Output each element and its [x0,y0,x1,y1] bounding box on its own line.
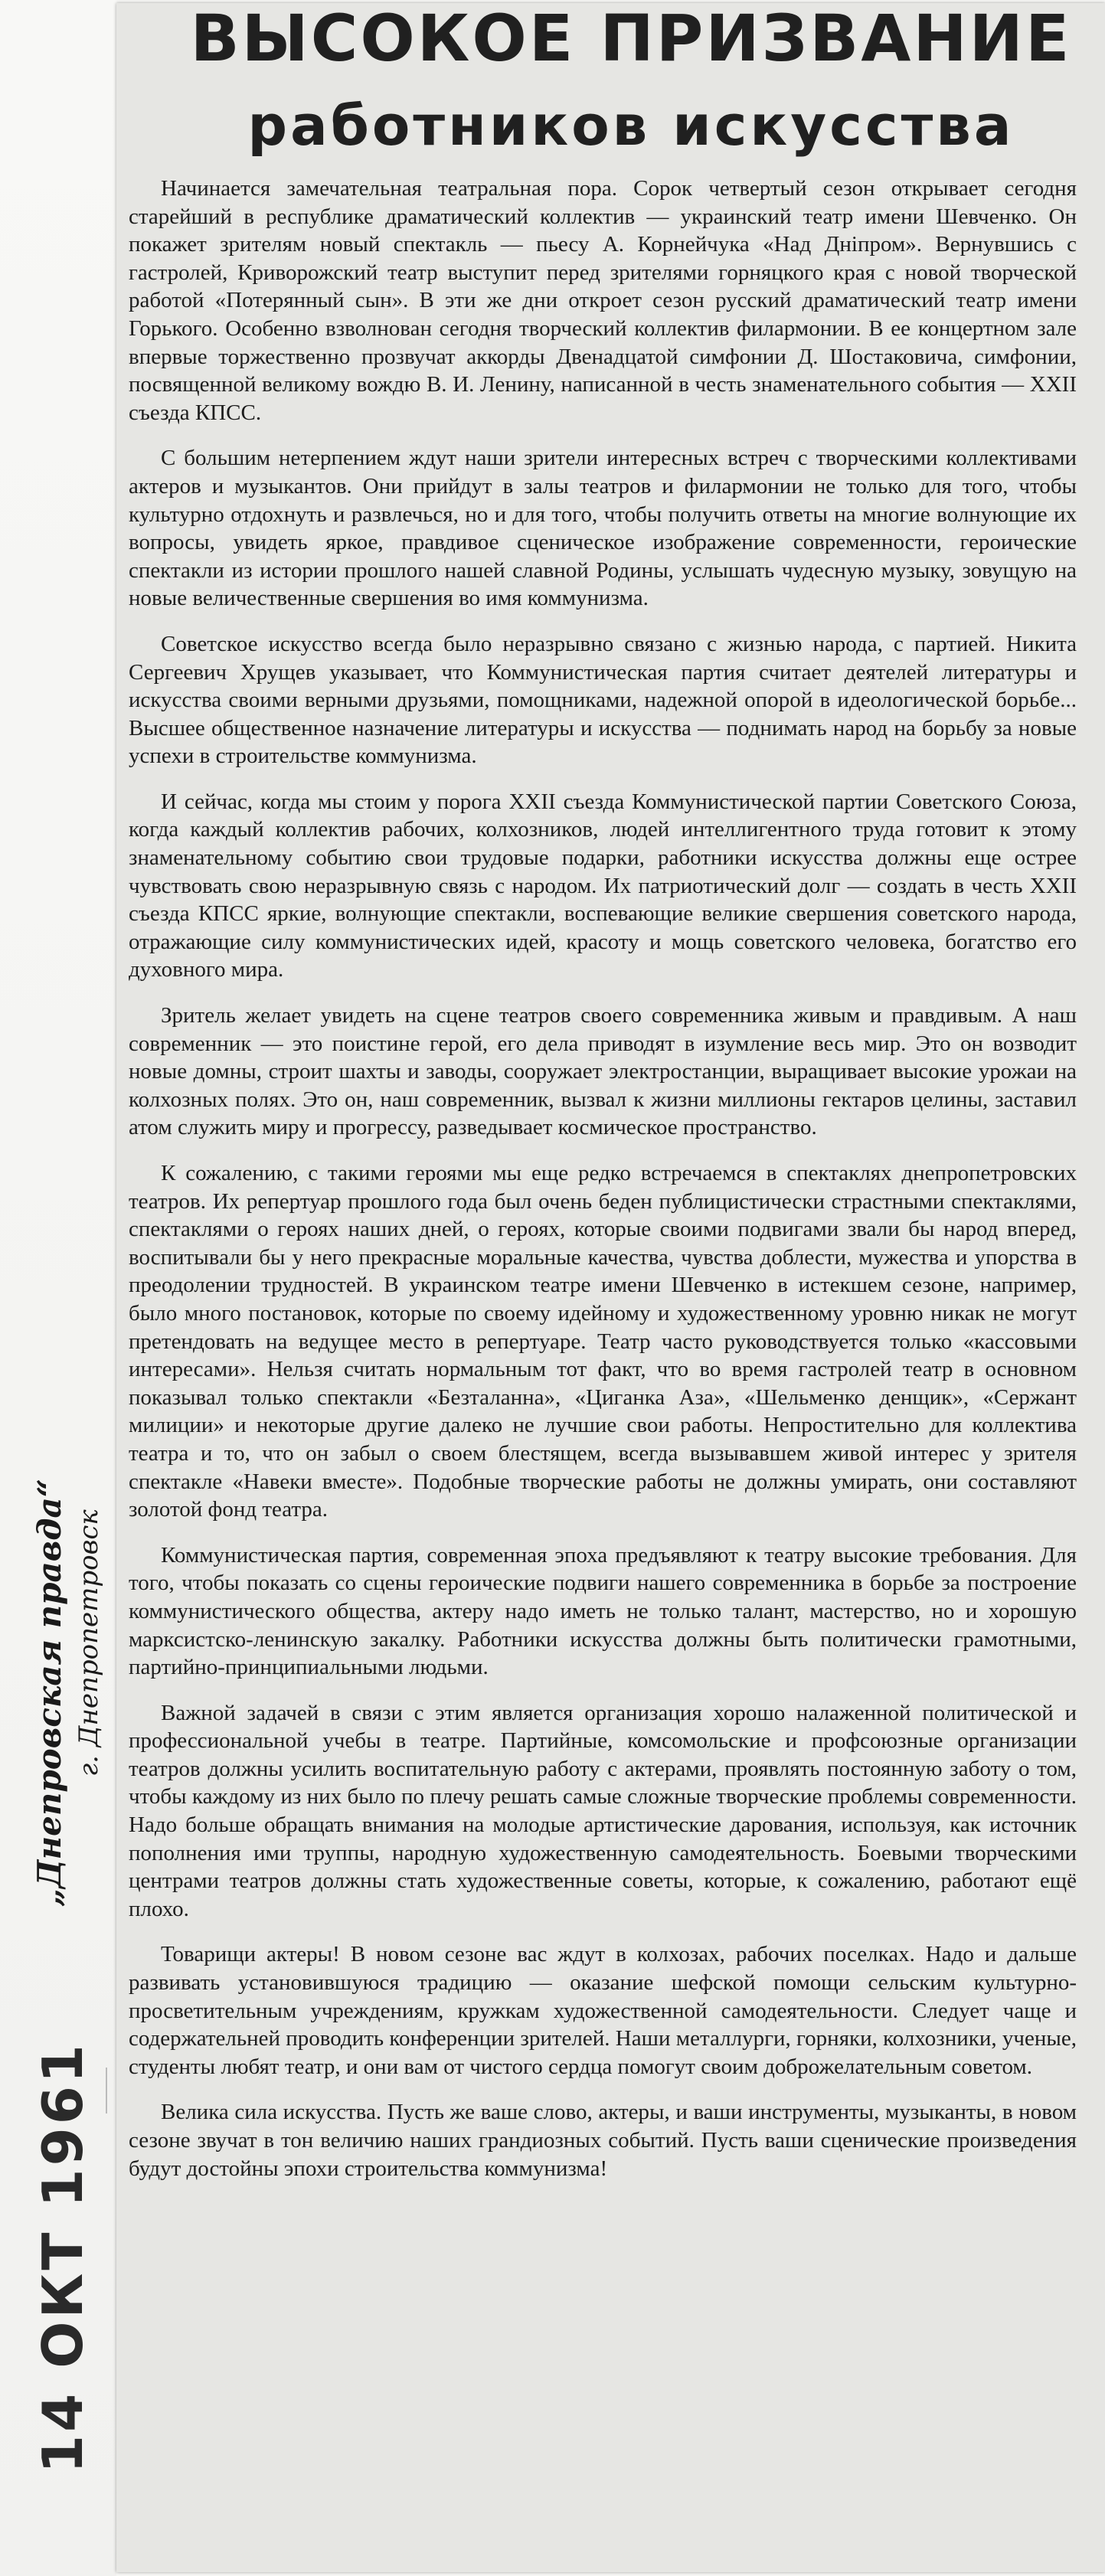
article-title: ВЫСОКОЕ ПРИЗВАНИЕ [190,3,1072,76]
article-paragraph: Важной задачей в связи с этим является организация хорошо налаженной политической и профессиональной учебы в театре. Партийные, комсомольские и профсоюзные организации театров должны усилить воспитательную работу с актерами, проявлять постоянную заботу о том, чтобы каждому из них было по плечу решать самые сложные творческие проблемы современности. Надо больше обращать внимания на молодые артистические дарования, используя, как источник пополнения ими труппы, народную художественную самодеятельность. Боевыми творческими центрами театров должны стать художественные советы, которые, к сожалению, работают ещё плохо. [129,1700,1077,1921]
article-paragraph: И сейчас, когда мы стоим у порога XXII съезда Коммунистической партии Советского Союза, когда каждый коллектив рабочих, колхозников, людей интеллигентного труда готовит к этому знаменательному событию свои трудовые подарки, работники искусства должны еще острее чувствовать свою неразрывную связь с народом. Их патриотический долг — создать в честь XXII съезда КПСС яркие, волнующие спектакли, воспевающие великие свершения советского народа, отражающие силу коммунистических идей, красоту и мощь советского человека, богатство его духовного мира. [129,789,1077,982]
article-paragraph: Зритель желает увидеть на сцене театров своего современника живым и правдивым. А наш современник — это поистине герой, его дела приводят в изумление весь мир. Это он возводит новые домны, строит шахты и заводы, сооружает электростанции, выращивает высокие урожаи на колхозных полях. Это он, наш современник, вызвал к жизни миллионы гектаров целины, заставил атом служить миру и прогрессу, разведывает космическое пространство. [129,1003,1077,1140]
article-paragraph: С большим нетерпением ждут наши зрители интересных встреч с творческими коллективами актеров и музыкантов. Они прийдут в залы театров и филармонии не только для того, чтобы культурно отдохнуть и развлечься, но и для того, чтобы получить ответы на многие волнующие их вопросы, увидеть яркое, правдивое сценическое изображение современности, героические спектакли из истории прошлого нашей славной Родины, услышать чудесную музыку, зовущую на новые величественные свершения во имя коммунизма. [129,446,1077,611]
article-paragraph: К сожалению, с такими героями мы еще редко встречаемся в спектаклях днепропетровских театров. Их репертуар прошлого года был очень беден публицистически страстными спектаклями, спектаклями о героях наших дней, о героях, которые своими подвигами звали бы народ вперед, воспитывали бы у него прекрасные моральные качества, чувства доблести, мужества и упорства в преодолении трудностей. В украинском театре имени Шевченко в истекшем сезоне, например, было много постановок, которые по своему идейному и художественному уровню никак не могут претендовать на ведущее место в репертуаре. Театр часто руководствуется только «кассовыми интересами». Нельзя считать нормальным тот факт, что во время гастролей театр в основном показывал только спектакли «Безталанна», «Циганка Аза», «Шельменко денщик», «Сержант милиции» и некоторые другие далеко не лучшие свои работы. Непростительно для коллектива театра и то, что он забыл о своем блестящем, всегда вызывавшем живой интерес у зрителя спектакле «Навеки вместе». Подобные творческие работы не должны умирать, они составляют золотой фонд театра. [129,1161,1077,1522]
article-paragraph: Велика сила искусства. Пусть же ваше слово, актеры, и ваши инструменты, музыканты, в новом сезоне звучат в тон величию наших грандиозных событий. Пусть ваши сценические произведения будут достойны эпохи строительства коммунизма! [129,2100,1077,2181]
article-paragraph: Коммунистическая партия, современная эпоха предъявляют к театру высокие требования. Для того, чтобы показать со сцены героические подвиги нашего современника в борьбе за построение коммунистического общества, актеру надо иметь не только талант, мастерство, но и хорошую марксистско-ленинскую закалку. Работники искусства должны быть политически грамотными, партийно-принципиальными людьми. [129,1542,1077,1680]
article-paragraph: Товарищи актеры! В новом сезоне вас ждут в колхозах, рабочих поселках. Надо и дальше развивать установившуюся традицию — оказание шефской помощи сельским культурно-просветительным учреждениям, кружкам художественной самодеятельности. Следует чаще и содержательней проводить конференции зрителей. Наши металлурги, горняки, колхозники, ученые, студенты любят театр, и они вам от чистого сердца помогут своим доброжелательным советом. [129,1942,1077,2079]
article-subtitle: работников искусства [247,93,1015,158]
article-paragraph: Начинается замечательная театральная пора. Сорок четвертый сезон открывает сегодня старейший в республике драматический коллектив — украинский театр имени Шевченко. Он покажет зрителям новый спектакль — пьесу А. Корнейчука «Над Дніпром». Вернувшись с гастролей, Криворожский театр выступит перед зрителями горняцкого края с новой творческой работой «Потерянный сын». В эти же дни откроет сезон русский драматический театр имени Горького. Особенно взволнован сегодня творческий коллектив филармонии. В ее концертном зале впервые торжественно прозвучат аккорды Двенадцатой симфонии Д. Шостаковича, симфонии, посвященной великому вождю В. И. Ленину, написанной в честь знаменательного события — XXII съезда КПСС. [129,176,1077,425]
margin-strip [0,0,116,2576]
date-stamp: 14 ОКТ 1961 [31,2042,95,2473]
article-body [129,175,1077,2200]
newspaper-city: г. Днепропетровск [74,1509,104,1777]
article-paragraph: Советское искусство всегда было неразрывно связано с жизнью народа, с партией. Никита Сергеевич Хрущев указывает, что Коммунистическая партия считает деятелей литературы и искусства своими верными друзьями, помощниками, надежной опорой в идеологической борьбе... Высшее общественное назначение литературы и искусства — поднимать народ на борьбу за новые успехи в строительстве коммунизма. [129,631,1077,769]
newspaper-name: „Днепровская правда“ [31,1479,68,1907]
